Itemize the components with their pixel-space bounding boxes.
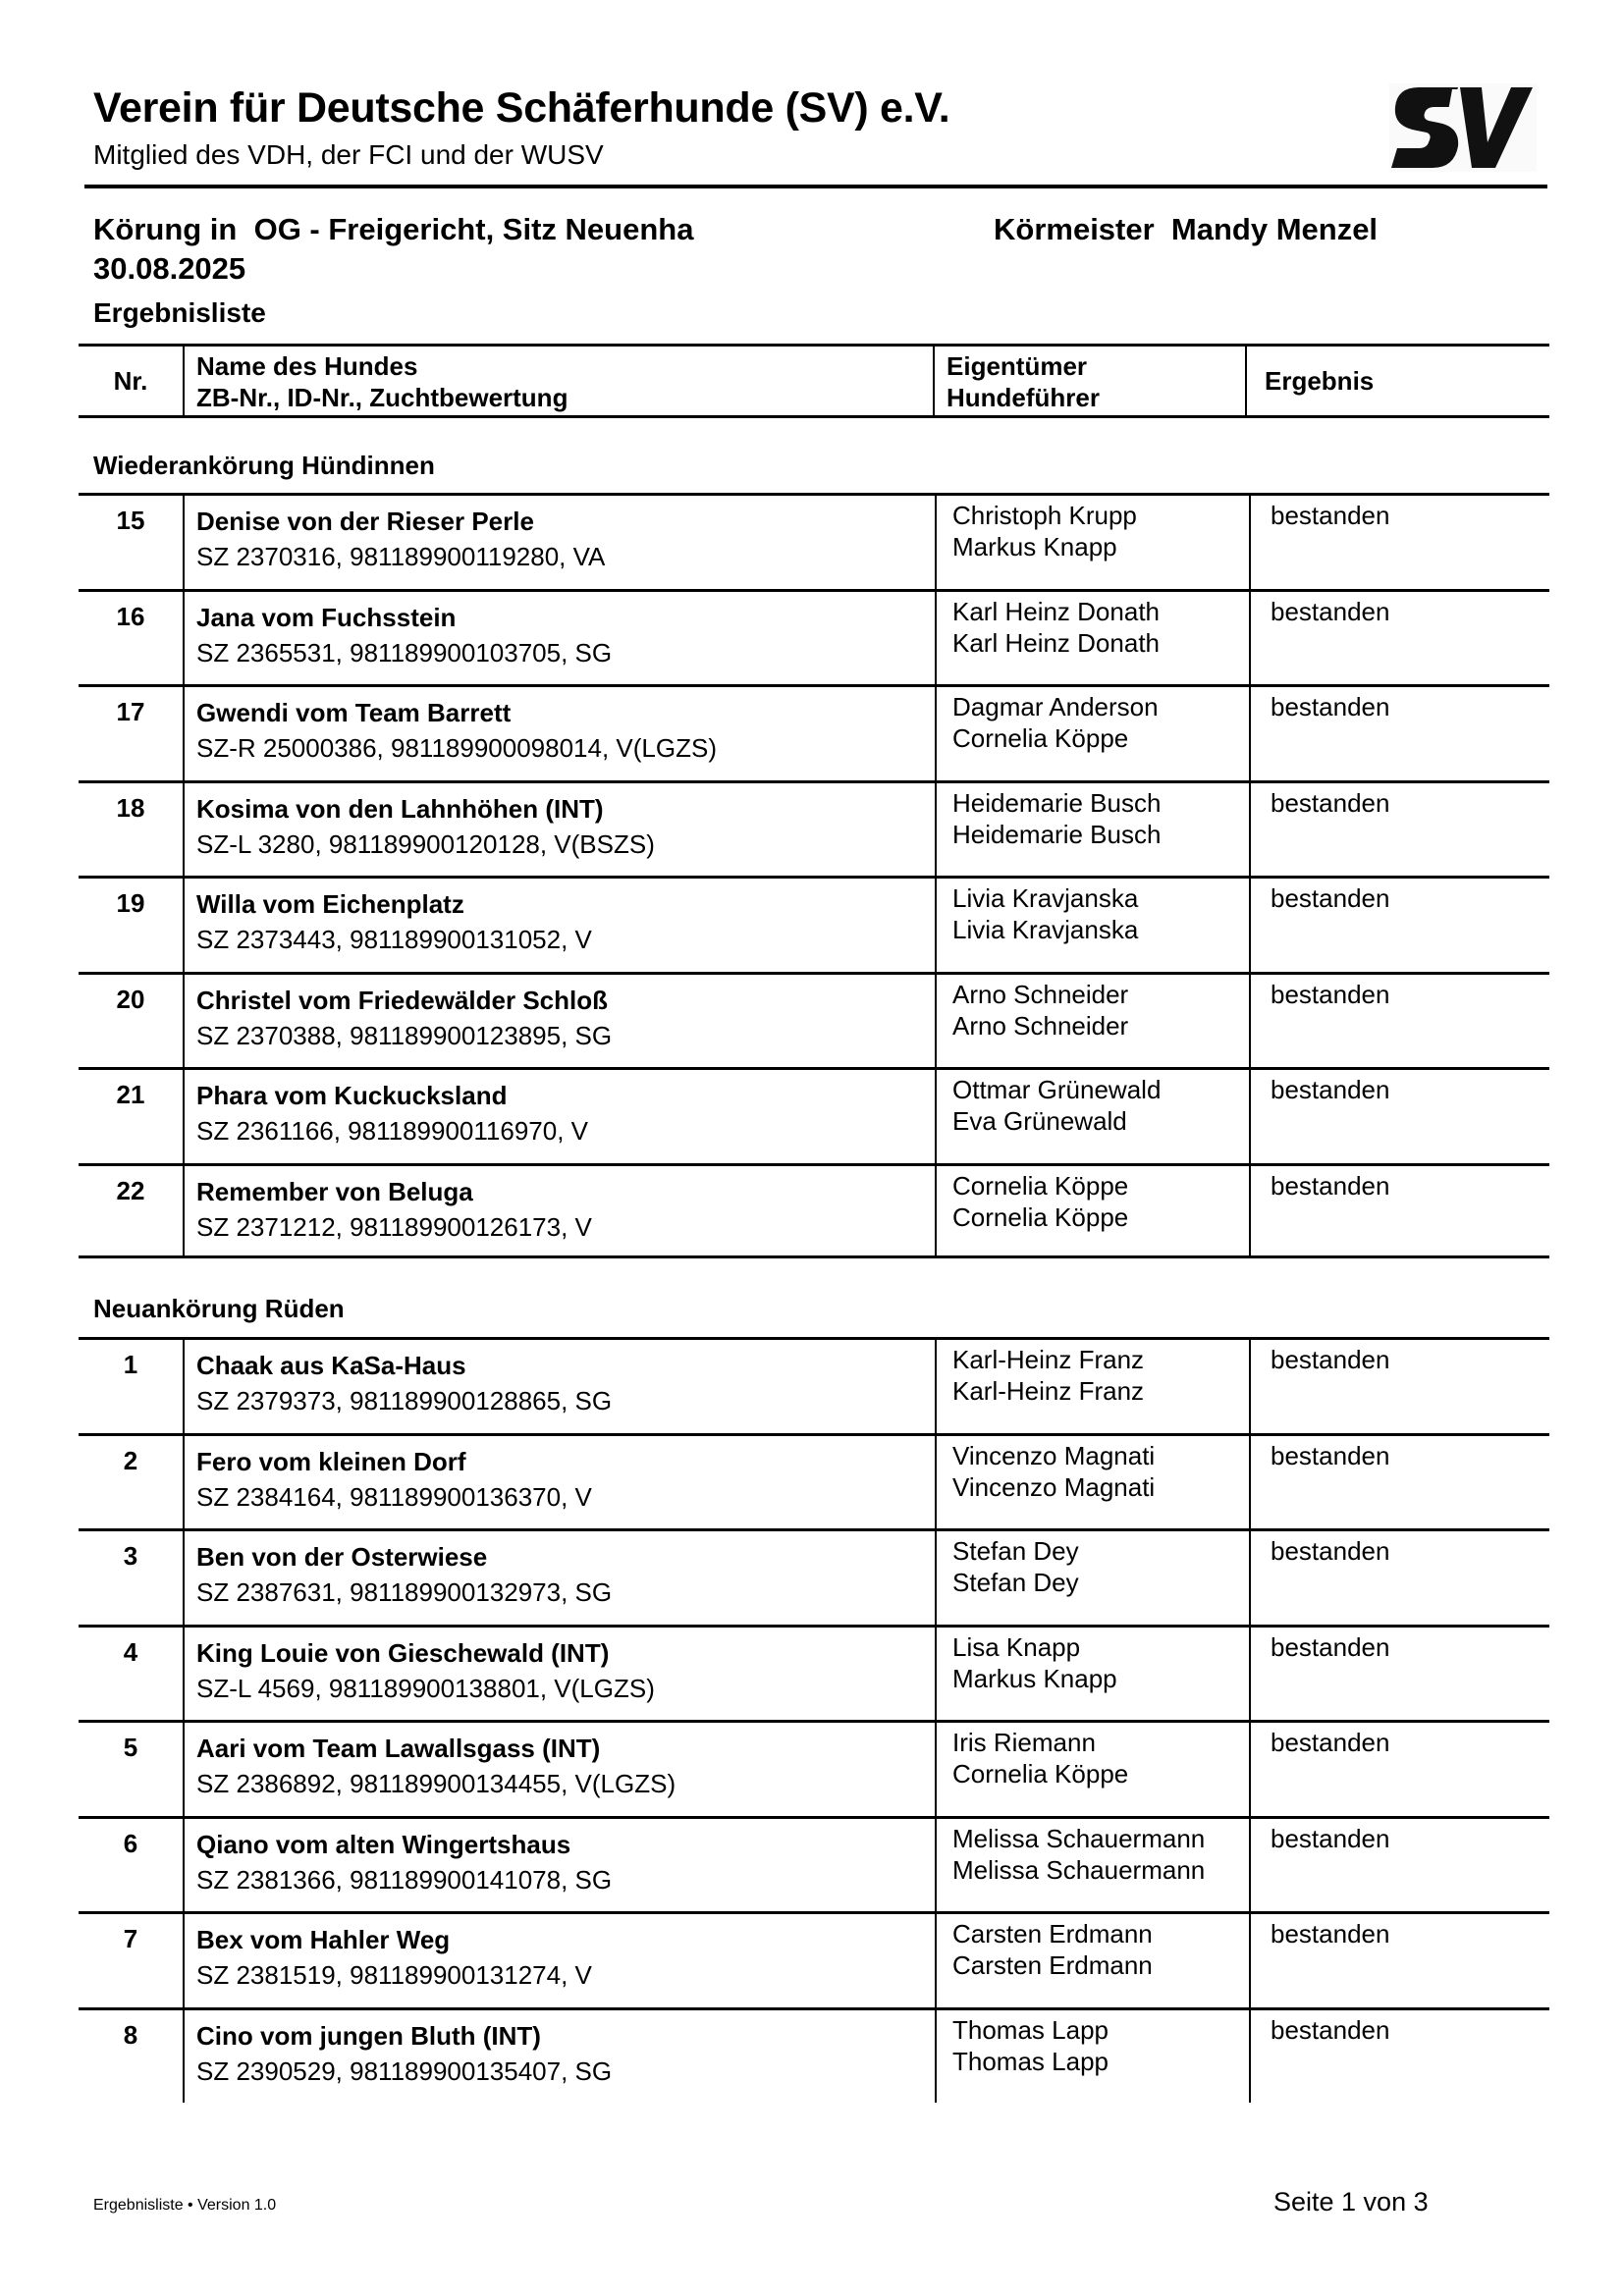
owner-cell	[935, 1914, 1249, 2007]
dog-cell	[183, 975, 935, 1068]
row-number: 7	[123, 1924, 138, 1953]
dog-ids: SZ 2387631, 981189900132973, SG	[196, 1577, 613, 1607]
dog-cell	[183, 496, 935, 589]
owner-name: Cornelia Köppe	[952, 1170, 1129, 1201]
row-number: 15	[116, 506, 145, 535]
owner-cell	[935, 592, 1249, 685]
row-number: 2	[123, 1445, 138, 1475]
dog-ids: SZ 2370388, 981189900123895, SG	[196, 1020, 613, 1050]
owner-name: Ottmar Grünewald	[952, 1075, 1162, 1104]
owner-name: Iris Riemann	[952, 1728, 1096, 1757]
organization-subtitle: Mitglied des VDH, der FCI und der WUSV	[93, 139, 604, 170]
owner-cell	[935, 1628, 1249, 1721]
header-owner-label: Eigentümer	[947, 351, 1088, 381]
handler-name: Karl-Heinz Franz	[952, 1376, 1145, 1406]
dog-ids: SZ 2384164, 981189900136370, V	[196, 1481, 592, 1512]
table-row	[79, 1911, 1549, 2007]
row-number: 19	[116, 888, 145, 918]
dog-cell	[183, 879, 935, 972]
table-row	[79, 684, 1549, 780]
row-number: 22	[116, 1175, 145, 1205]
owner-cell	[935, 687, 1249, 780]
owner-cell	[935, 1723, 1249, 1816]
dog-name: Ben von der Osterwiese	[196, 1542, 488, 1572]
owner-cell	[935, 1166, 1249, 1256]
dog-cell	[183, 1436, 935, 1529]
owner-cell	[935, 975, 1249, 1068]
table-row	[79, 1720, 1549, 1816]
result-cell: bestanden	[1249, 975, 1549, 1068]
handler-name: Thomas Lapp	[952, 2046, 1109, 2076]
dog-cell	[183, 1531, 935, 1625]
section-title: Neuankörung Rüden	[93, 1294, 345, 1323]
table-row	[79, 1337, 1549, 1433]
result-cell: bestanden	[1249, 1628, 1549, 1721]
footer-version: Ergebnisliste • Version 1.0	[93, 2197, 277, 2214]
judge-name: Körmeister Mandy Menzel	[994, 212, 1379, 246]
dog-cell	[183, 1723, 935, 1816]
row-number: 20	[116, 984, 145, 1014]
sv-logo-icon	[1389, 83, 1537, 172]
handler-name: Livia Kravjanska	[952, 915, 1139, 944]
dog-name: Fero vom kleinen Dorf	[196, 1446, 466, 1476]
document-title: Ergebnisliste	[93, 297, 266, 328]
section-table	[79, 1337, 1549, 2103]
handler-name: Arno Schneider	[952, 1010, 1129, 1041]
owner-name: Carsten Erdmann	[952, 1919, 1153, 1949]
dog-name: Remember von Beluga	[196, 1176, 473, 1206]
result-cell: bestanden	[1249, 783, 1549, 877]
header-dog	[183, 347, 1013, 415]
header-nr: Nr.	[113, 365, 148, 396]
header-owner	[933, 347, 1245, 415]
row-number: 18	[116, 792, 145, 823]
result-cell: bestanden	[1249, 1819, 1549, 1912]
table-row	[79, 1816, 1549, 1912]
result-cell: bestanden	[1249, 1436, 1549, 1529]
row-number: 6	[123, 1828, 138, 1858]
dog-cell	[183, 783, 935, 877]
owner-cell	[935, 879, 1249, 972]
dog-ids: SZ 2379373, 981189900128865, SG	[196, 1386, 613, 1415]
dog-ids: SZ-L 3280, 981189900120128, V(BSZS)	[196, 828, 655, 859]
table-row	[79, 493, 1549, 589]
section-table	[79, 493, 1549, 1258]
handler-name: Melissa Schauermann	[952, 1854, 1206, 1885]
dog-cell	[183, 592, 935, 685]
owner-name: Karl Heinz Donath	[952, 596, 1160, 626]
event-date: 30.08.2025	[93, 251, 246, 286]
table-row	[79, 1163, 1549, 1259]
dog-ids: SZ 2381366, 981189900141078, SG	[196, 1864, 613, 1895]
dog-name: Gwendi vom Team Barrett	[196, 698, 512, 727]
row-number: 16	[116, 601, 145, 631]
dog-ids: SZ 2373443, 981189900131052, V	[196, 925, 592, 954]
row-number: 8	[123, 2019, 138, 2050]
handler-name: Vincenzo Magnati	[952, 1471, 1156, 1502]
result-cell: bestanden	[1249, 592, 1549, 685]
owner-name: Melissa Schauermann	[952, 1823, 1206, 1853]
dog-ids: SZ 2370316, 981189900119280, VA	[196, 542, 606, 571]
owner-cell	[935, 1070, 1249, 1163]
table-row	[79, 589, 1549, 685]
table-row	[79, 972, 1549, 1068]
dog-ids: SZ 2371212, 981189900126173, V	[196, 1211, 592, 1242]
dog-cell	[183, 1914, 935, 2007]
row-number: 21	[116, 1080, 145, 1109]
dog-ids: SZ-R 25000386, 981189900098014, V(LGZS)	[196, 733, 717, 763]
dog-cell	[183, 2010, 935, 2104]
result-cell: bestanden	[1249, 1531, 1549, 1625]
page-number: Seite 1 von 3	[1273, 2187, 1429, 2216]
owner-cell	[935, 496, 1249, 589]
dog-cell	[183, 1070, 935, 1163]
row-number: 1	[123, 1350, 138, 1379]
header-result: Ergebnis	[1245, 347, 1549, 415]
handler-name: Markus Knapp	[952, 1663, 1117, 1693]
dog-name: Christel vom Friedewälder Schloß	[196, 985, 608, 1015]
dog-name: Bex vom Hahler Weg	[196, 1925, 451, 1954]
result-cell: bestanden	[1249, 1166, 1549, 1256]
header-dog-name: Name des Hundes	[196, 351, 418, 381]
dog-name: Cino vom jungen Bluth (INT)	[196, 2020, 541, 2051]
dog-name: Denise von der Rieser Perle	[196, 507, 534, 536]
owner-cell	[935, 783, 1249, 877]
result-cell: bestanden	[1249, 1723, 1549, 1816]
table-row	[79, 1625, 1549, 1721]
result-cell: bestanden	[1249, 879, 1549, 972]
table-row	[79, 780, 1549, 877]
owner-name: Arno Schneider	[952, 979, 1129, 1009]
handler-name: Eva Grünewald	[952, 1106, 1127, 1136]
row-number: 3	[123, 1541, 138, 1571]
dog-name: Jana vom Fuchsstein	[196, 602, 457, 632]
row-number: 17	[116, 697, 145, 726]
dog-ids: SZ 2381519, 981189900131274, V	[196, 1960, 592, 1990]
row-number: 5	[123, 1733, 138, 1762]
row-number: 4	[123, 1636, 138, 1667]
owner-name: Karl-Heinz Franz	[952, 1345, 1145, 1374]
dog-cell	[183, 1628, 935, 1721]
result-cell: bestanden	[1249, 496, 1549, 589]
dog-cell	[183, 1340, 935, 1433]
dog-ids: SZ 2361166, 981189900116970, V	[196, 1116, 589, 1146]
table-row	[79, 2007, 1549, 2104]
owner-cell	[935, 2010, 1249, 2104]
owner-cell	[935, 1436, 1249, 1529]
header-dog-ids: ZB-Nr., ID-Nr., Zuchtbewertung	[196, 383, 568, 412]
handler-name: Cornelia Köppe	[952, 1759, 1129, 1789]
table-row	[79, 876, 1549, 972]
handler-name: Karl Heinz Donath	[952, 627, 1160, 658]
table-row	[79, 1067, 1549, 1163]
owner-name: Thomas Lapp	[952, 2014, 1109, 2045]
dog-ids: SZ-L 4569, 981189900138801, V(LGZS)	[196, 1673, 655, 1703]
result-cell: bestanden	[1249, 1914, 1549, 2007]
owner-name: Livia Kravjanska	[952, 883, 1139, 913]
owner-cell	[935, 1340, 1249, 1433]
dog-cell	[183, 687, 935, 780]
dog-name: Qiano vom alten Wingertshaus	[196, 1829, 571, 1859]
table-row	[79, 1528, 1549, 1625]
result-cell: bestanden	[1249, 1070, 1549, 1163]
dog-cell	[183, 1819, 935, 1912]
owner-name: Stefan Dey	[952, 1536, 1079, 1566]
result-cell: bestanden	[1249, 687, 1549, 780]
owner-name: Lisa Knapp	[952, 1631, 1081, 1662]
dog-name: King Louie von Gieschewald (INT)	[196, 1637, 610, 1668]
table-header	[79, 344, 1549, 418]
dog-cell	[183, 1166, 935, 1256]
dog-name: Aari vom Team Lawallsgass (INT)	[196, 1734, 601, 1763]
handler-name: Cornelia Köppe	[952, 1201, 1129, 1232]
owner-name: Christoph Krupp	[952, 501, 1137, 530]
dog-name: Willa vom Eichenplatz	[196, 889, 464, 919]
owner-cell	[935, 1819, 1249, 1912]
section-title: Wiederankörung Hündinnen	[93, 451, 435, 480]
owner-name: Dagmar Anderson	[952, 692, 1159, 721]
owner-name: Heidemarie Busch	[952, 787, 1162, 818]
dog-name: Kosima von den Lahnhöhen (INT)	[196, 793, 604, 824]
header-divider	[84, 185, 1547, 188]
handler-name: Heidemarie Busch	[952, 819, 1162, 849]
handler-name: Cornelia Köppe	[952, 723, 1129, 753]
dog-ids: SZ 2390529, 981189900135407, SG	[196, 2056, 613, 2086]
dog-name: Chaak aus KaSa-Haus	[196, 1351, 466, 1380]
table-row	[79, 1433, 1549, 1529]
handler-name: Stefan Dey	[952, 1568, 1079, 1597]
owner-cell	[935, 1531, 1249, 1625]
owner-name: Vincenzo Magnati	[952, 1440, 1156, 1470]
header-handler-label: Hundeführer	[947, 383, 1100, 412]
dog-name: Phara vom Kuckucksland	[196, 1081, 508, 1110]
handler-name: Markus Knapp	[952, 532, 1117, 561]
result-cell: bestanden	[1249, 1340, 1549, 1433]
handler-name: Carsten Erdmann	[952, 1950, 1153, 1980]
dog-ids: SZ 2386892, 981189900134455, V(LGZS)	[196, 1769, 676, 1798]
organization-title: Verein für Deutsche Schäferhunde (SV) e.V.	[93, 84, 950, 132]
dog-ids: SZ 2365531, 981189900103705, SG	[196, 637, 613, 667]
result-cell: bestanden	[1249, 2010, 1549, 2104]
event-location: Körung in OG - Freigericht, Sitz Neuenha	[93, 212, 694, 246]
